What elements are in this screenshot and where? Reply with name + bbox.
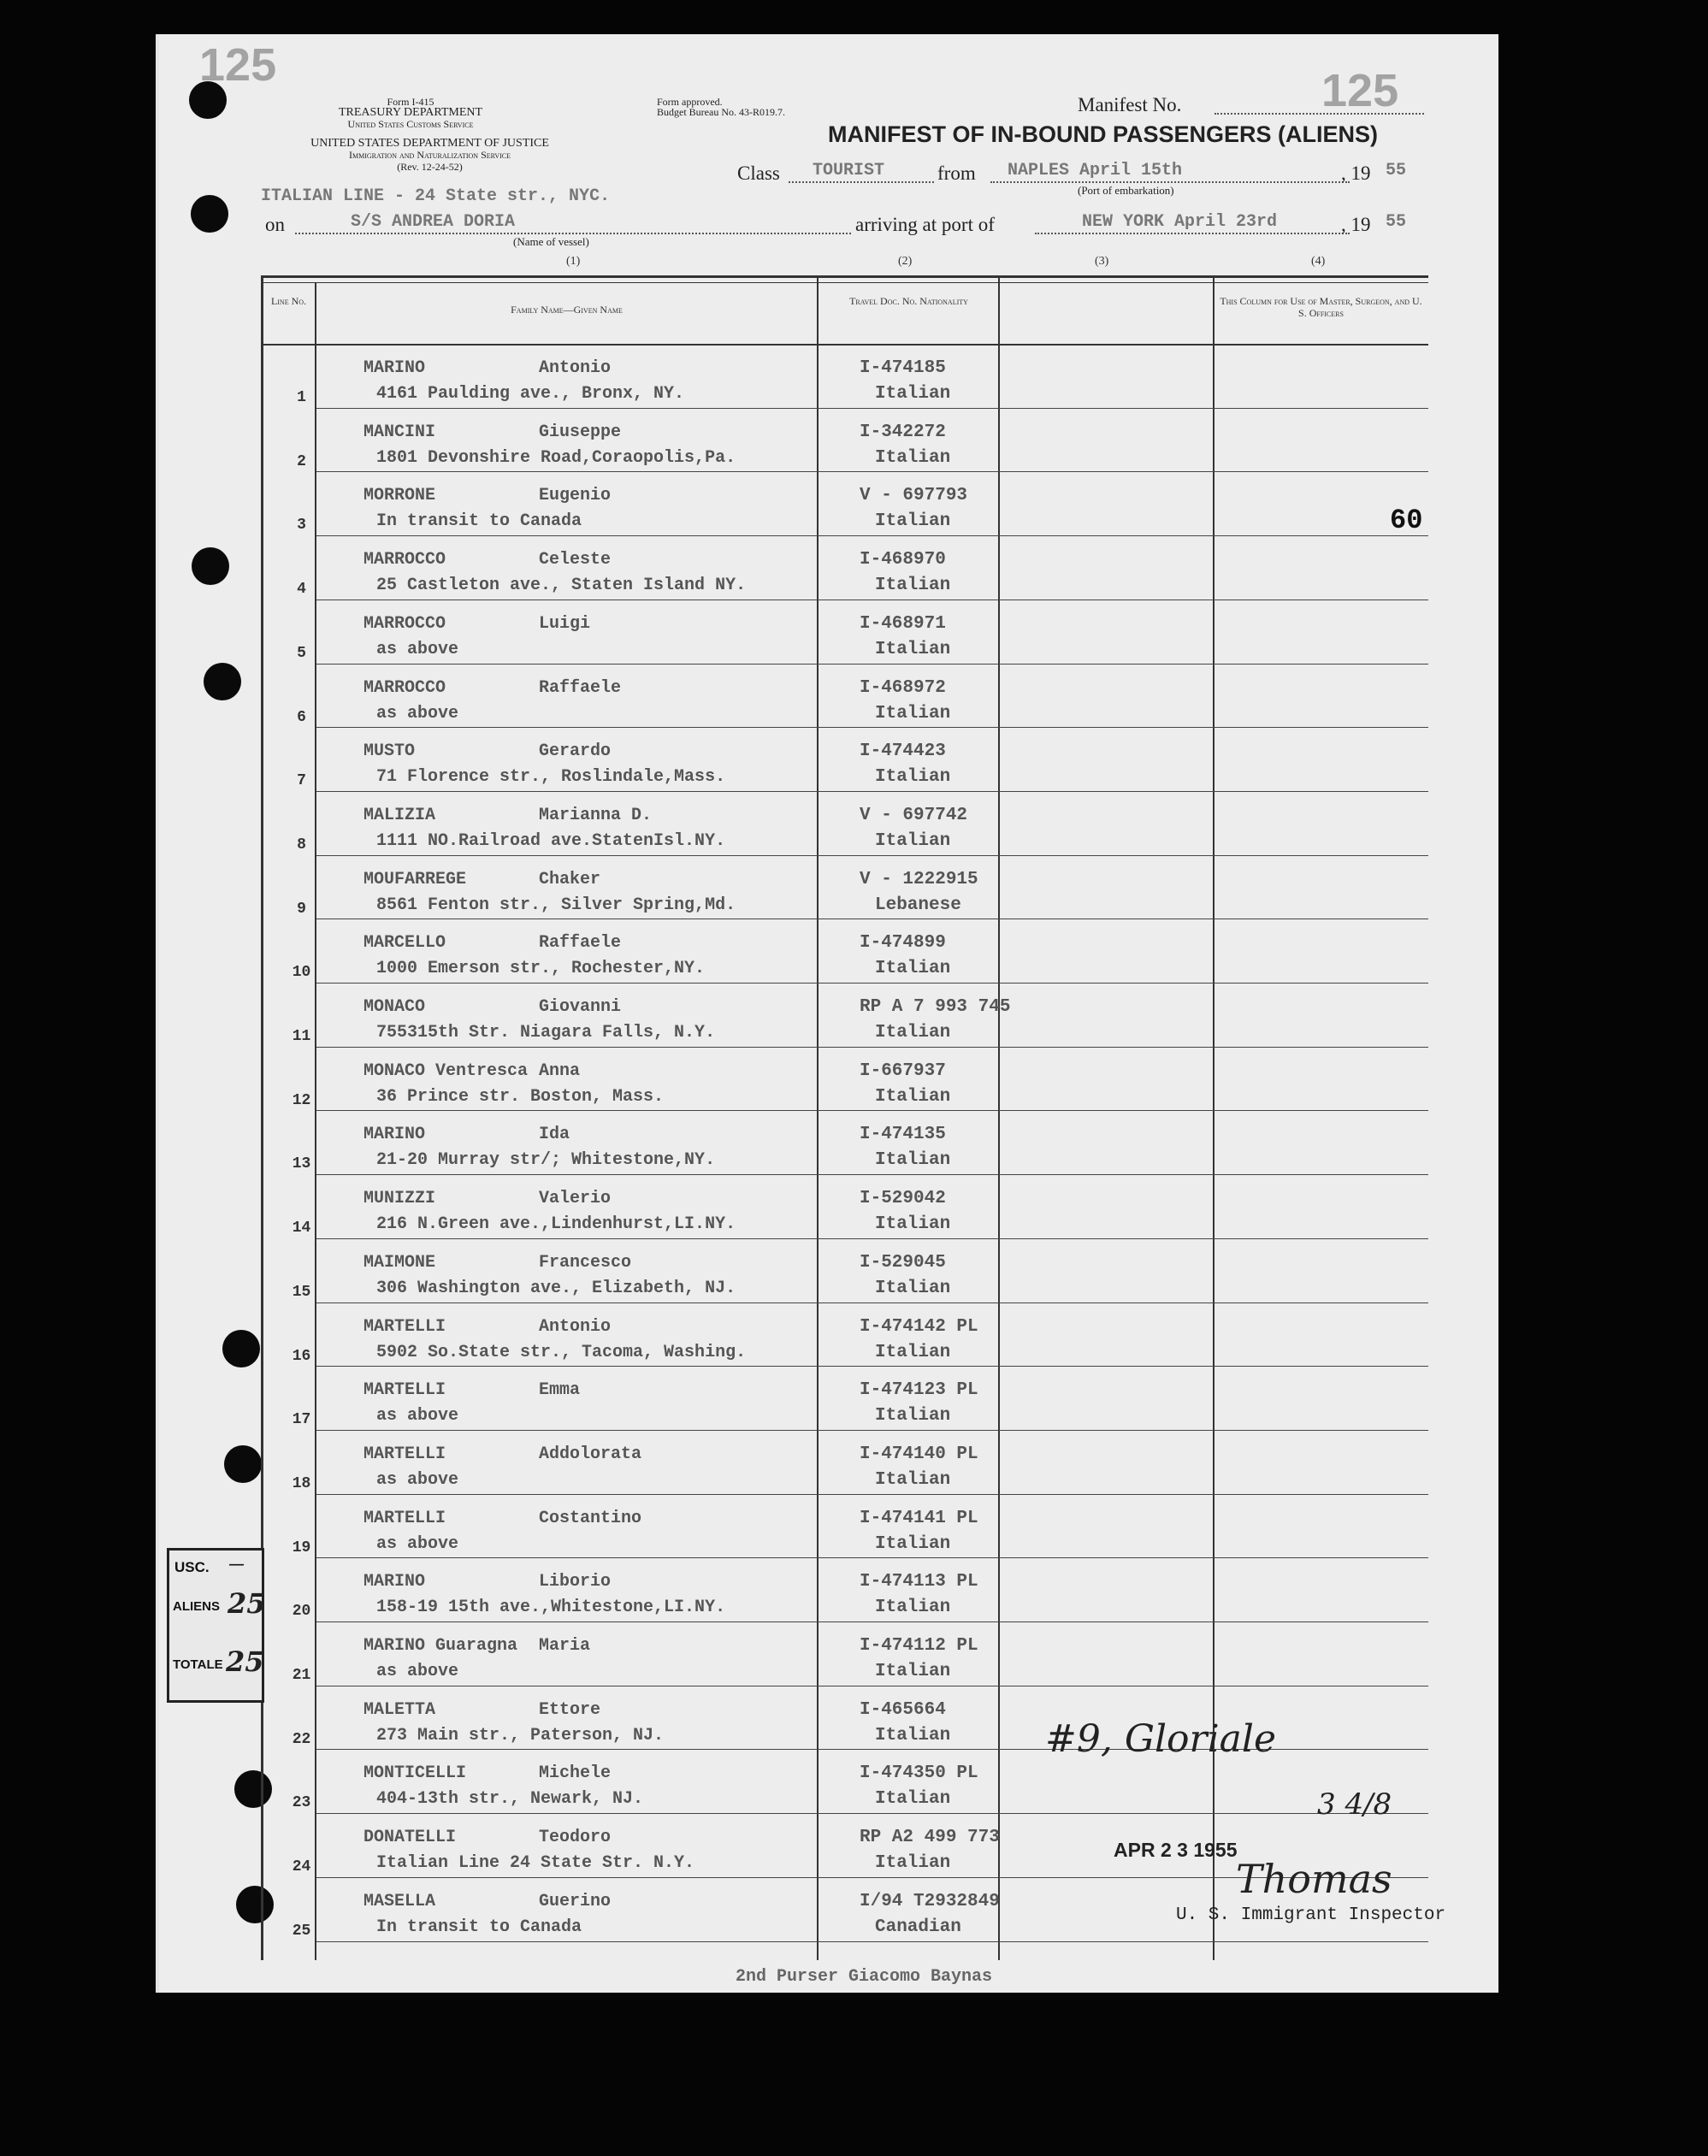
family-name: MARINO (363, 1125, 426, 1145)
from-value: NAPLES April 15th (1008, 161, 1183, 180)
inspector-signature: Thomas (1236, 1856, 1392, 1902)
address: 4161 Paulding ave., Bronx, NY. (376, 384, 685, 404)
given-name: Addolorata (539, 1444, 642, 1464)
address: 21-20 Murray str/; Whitestone,NY. (376, 1150, 716, 1171)
given-name: Eugenio (539, 486, 612, 506)
line-number: 9 (297, 900, 306, 918)
family-name: MANCINI (363, 422, 436, 442)
family-name: MONACO Ventresca (363, 1060, 529, 1081)
family-name: MALIZIA (363, 805, 436, 825)
table-row (261, 1432, 1428, 1497)
line-number: 16 (292, 1347, 311, 1365)
given-name: Costantino (539, 1508, 642, 1528)
line-number: 3 (297, 517, 306, 535)
table-row (261, 858, 1428, 922)
family-name: MORRONE (363, 486, 436, 506)
line-number: 22 (292, 1730, 311, 1748)
travel-doc-number: I-667937 (860, 1060, 946, 1081)
nationality: Italian (875, 1342, 951, 1362)
address: 755315th Str. Niagara Falls, N.Y. (376, 1023, 716, 1043)
given-name: Emma (539, 1380, 581, 1401)
total-label: TOTALE (173, 1657, 223, 1672)
row-divider (316, 1494, 1428, 1495)
on-label: on (265, 214, 285, 235)
row-divider (316, 535, 1428, 536)
row-divider (316, 1238, 1428, 1239)
nationality: Italian (875, 767, 951, 788)
address: 5902 So.State str., Tacoma, Washing. (376, 1342, 747, 1362)
address: 306 Washington ave., Elizabeth, NJ. (376, 1278, 736, 1298)
page-number-stamp-right: 125 (1321, 65, 1399, 116)
travel-doc-number: I-474899 (860, 933, 946, 954)
line-number: 24 (292, 1858, 311, 1876)
line-number: 10 (292, 964, 311, 982)
line-number: 21 (292, 1667, 311, 1684)
budget-bureau: Budget Bureau No. 43-R019.7. (657, 106, 785, 118)
travel-doc-number: I-474140 PL (860, 1444, 978, 1464)
line-number: 7 (297, 772, 306, 790)
nationality: Italian (875, 1533, 951, 1554)
nationality: Italian (875, 1789, 951, 1810)
shipping-line: ITALIAN LINE - 24 State str., NYC. (261, 186, 611, 206)
family-name: MONTICELLI (363, 1763, 467, 1784)
family-name: MUNIZZI (363, 1189, 436, 1209)
nationality: Italian (875, 830, 951, 851)
travel-doc-number: RP A 7 993 745 (860, 997, 1011, 1017)
travel-doc-number: V - 1222915 (860, 869, 978, 889)
manifest-title: MANIFEST OF IN-BOUND PASSENGERS (ALIENS) (828, 121, 1379, 147)
travel-doc-number: I-474142 PL (860, 1316, 978, 1337)
header-doc: Travel Doc. No. Nationality (849, 295, 968, 307)
address: 36 Prince str. Boston, Mass. (376, 1086, 665, 1107)
table-row (261, 729, 1428, 794)
given-name: Gerardo (539, 741, 612, 762)
family-name: DONATELLI (363, 1828, 457, 1848)
row-divider (316, 1557, 1428, 1558)
given-name: Antonio (539, 1316, 612, 1337)
row-divider (316, 855, 1428, 856)
officer-mark-60: 60 (1390, 505, 1423, 536)
from-line (990, 181, 1350, 183)
nationality: Italian (875, 959, 951, 979)
column-number-3: (3) (1095, 255, 1109, 268)
given-name: Chaker (539, 869, 601, 889)
year2-label: , 19 (1341, 214, 1371, 235)
table-top-border-inner (261, 282, 1428, 283)
line-number: 4 (297, 581, 306, 599)
travel-doc-number: I-474112 PL (860, 1636, 978, 1656)
nationality: Italian (875, 1406, 951, 1427)
family-name: MARTELLI (363, 1380, 446, 1401)
address: In transit to Canada (376, 1917, 582, 1937)
row-divider (316, 1621, 1428, 1622)
arrival-line (1035, 233, 1350, 234)
travel-doc-number: I-474423 (860, 741, 946, 762)
nationality: Italian (875, 384, 951, 404)
table-row (261, 346, 1428, 411)
family-name: MARINO (363, 1572, 426, 1592)
line-number: 19 (292, 1539, 311, 1556)
aliens-value: 25 (228, 1587, 266, 1620)
nationality: Italian (875, 576, 951, 596)
line-number: 2 (297, 452, 306, 470)
address: 404-13th str., Newark, NJ. (376, 1789, 644, 1810)
line-number: 15 (292, 1283, 311, 1301)
treasury-dept: TREASURY DEPARTMENT (338, 106, 483, 119)
nationality: Italian (875, 1853, 951, 1874)
nationality: Italian (875, 1086, 951, 1107)
address: 273 Main str., Paterson, NJ. (376, 1725, 665, 1745)
travel-doc-number: I-474123 PL (860, 1380, 978, 1401)
travel-doc-number: I-474185 (860, 358, 946, 378)
family-name: MARTELLI (363, 1316, 446, 1337)
line-number: 11 (292, 1028, 311, 1045)
given-name: Raffaele (539, 677, 622, 698)
from-label: from (937, 162, 976, 184)
table-row (261, 985, 1428, 1049)
nationality: Canadian (875, 1917, 961, 1937)
family-name: MARTELLI (363, 1508, 446, 1528)
travel-doc-number: I-468971 (860, 613, 946, 634)
table-top-border (261, 275, 1428, 278)
family-name: MUSTO (363, 741, 416, 762)
vessel-line (295, 233, 851, 234)
form-number: Form I-415 (387, 96, 434, 108)
line-number: 18 (292, 1474, 311, 1492)
table-row (261, 602, 1428, 666)
address: 71 Florence str., Roslindale,Mass. (376, 767, 726, 788)
row-divider (316, 664, 1428, 665)
address: 25 Castleton ave., Staten Island NY. (376, 576, 747, 596)
line-number: 25 (292, 1922, 311, 1940)
manifest-no-line (1215, 113, 1424, 115)
row-divider (316, 791, 1428, 792)
family-name: MARROCCO (363, 613, 446, 634)
table-row (261, 921, 1428, 985)
travel-doc-number: V - 697742 (860, 805, 968, 825)
nationality: Italian (875, 1023, 951, 1043)
year-label: , 19 (1341, 162, 1371, 184)
table-row (261, 1241, 1428, 1305)
family-name: MARCELLO (363, 933, 446, 954)
address: as above (376, 1533, 459, 1554)
table-row (261, 1368, 1428, 1432)
table-row (261, 1113, 1428, 1177)
form-approved: Form approved. (657, 96, 723, 108)
total-box (167, 1632, 264, 1703)
travel-doc-number: I-474350 PL (860, 1763, 978, 1784)
travel-doc-number: V - 697793 (860, 486, 968, 506)
punch-hole (191, 195, 228, 233)
travel-doc-number: I-529042 (860, 1189, 946, 1209)
column-number-4: (4) (1311, 255, 1326, 268)
vessel-name: S/S ANDREA DORIA (351, 212, 516, 232)
family-name: MARINO Guaragna (363, 1636, 518, 1656)
address: as above (376, 1469, 459, 1490)
line-number: 14 (292, 1220, 311, 1237)
row-divider (316, 1110, 1428, 1111)
table-row (261, 1497, 1428, 1561)
address: Italian Line 24 State Str. N.Y. (376, 1853, 695, 1874)
nationality: Italian (875, 1598, 951, 1618)
line-number: 20 (292, 1603, 311, 1621)
table-row (261, 1624, 1428, 1688)
port-embarkation-caption: (Port of embarkation) (1078, 184, 1174, 197)
header-line-no: Line No. (270, 295, 307, 307)
row-divider (316, 1813, 1428, 1814)
row-divider (316, 471, 1428, 472)
given-name: Valerio (539, 1189, 612, 1209)
header-name: Family Name—Given Name (511, 304, 623, 316)
family-name: MOUFARREGE (363, 869, 467, 889)
travel-doc-number: RP A2 499 773 (860, 1828, 1000, 1848)
table-row (261, 1751, 1428, 1816)
manifest-no-label: Manifest No. (1078, 94, 1182, 115)
nationality: Italian (875, 639, 951, 659)
given-name: Liborio (539, 1572, 612, 1592)
row-divider (316, 1047, 1428, 1048)
usc-value: — (229, 1556, 244, 1572)
column-number-1: (1) (566, 255, 581, 268)
travel-doc-number: I-529045 (860, 1252, 946, 1273)
travel-doc-number: I-468972 (860, 677, 946, 698)
row-divider (316, 1366, 1428, 1367)
nationality: Italian (875, 1150, 951, 1171)
column-number-2: (2) (898, 255, 913, 268)
family-name: MARTELLI (363, 1444, 446, 1464)
given-name: Francesco (539, 1252, 632, 1273)
aliens-label: ALIENS (173, 1599, 221, 1614)
given-name: Michele (539, 1763, 612, 1784)
row-divider (316, 1941, 1428, 1942)
punch-hole (222, 1330, 260, 1367)
table-row (261, 666, 1428, 730)
address: 158-19 15th ave.,Whitestone,LI.NY. (376, 1598, 726, 1618)
class-label: Class (737, 162, 780, 184)
row-divider (316, 727, 1428, 728)
class-line (789, 181, 934, 183)
family-name: MAIMONE (363, 1252, 436, 1273)
justice-dept: UNITED STATES DEPARTMENT OF JUSTICE (310, 137, 549, 150)
travel-doc-number: I-468970 (860, 550, 946, 570)
travel-doc-number: I-342272 (860, 422, 946, 442)
travel-doc-number: I-465664 (860, 1699, 946, 1720)
inspector-title: U. S. Immigrant Inspector (1176, 1905, 1446, 1925)
nationality: Italian (875, 1662, 951, 1681)
family-name: MARINO (363, 358, 426, 378)
line-number: 12 (292, 1091, 311, 1109)
given-name: Luigi (539, 613, 591, 634)
nationality: Italian (875, 1278, 951, 1298)
row-divider (316, 1174, 1428, 1175)
row-divider (316, 1430, 1428, 1431)
table-row (261, 1560, 1428, 1624)
given-name: Teodoro (539, 1828, 612, 1848)
given-name: Marianna D. (539, 805, 653, 825)
given-name: Giuseppe (539, 422, 622, 442)
given-name: Ida (539, 1125, 570, 1145)
year-value: 55 (1386, 161, 1407, 180)
table-row (261, 1305, 1428, 1369)
line-number: 5 (297, 644, 306, 662)
nationality: Italian (875, 1469, 951, 1490)
line-number: 17 (292, 1411, 311, 1429)
address: as above (376, 1662, 459, 1681)
given-name: Celeste (539, 550, 612, 570)
nationality: Italian (875, 1214, 951, 1235)
total-value: 25 (226, 1645, 264, 1678)
header-officer-use: This Column for Use of Master, Surgeon, and U. S. Officers (1220, 295, 1422, 319)
table-row (261, 411, 1428, 475)
line-number: 1 (297, 389, 306, 406)
class-value: TOURIST (813, 161, 885, 180)
revision-date: (Rev. 12-24-52) (397, 161, 463, 173)
table-row (261, 1177, 1428, 1241)
given-name: Raffaele (539, 933, 622, 954)
address: 216 N.Green ave.,Lindenhurst,LI.NY. (376, 1214, 736, 1235)
given-name: Ettore (539, 1699, 601, 1720)
address: 1801 Devonshire Road,Coraopolis,Pa. (376, 447, 736, 468)
given-name: Guerino (539, 1891, 612, 1911)
given-name: Anna (539, 1060, 581, 1081)
address: as above (376, 1406, 459, 1427)
family-name: MALETTA (363, 1699, 436, 1720)
line-number: 6 (297, 708, 306, 726)
arrival-value: NEW YORK April 23rd (1082, 212, 1278, 232)
address: 8561 Fenton str., Silver Spring,Md. (376, 895, 736, 915)
travel-doc-number: I-474113 PL (860, 1572, 978, 1592)
family-name: MARROCCO (363, 677, 446, 698)
family-name: MARROCCO (363, 550, 446, 570)
nationality: Lebanese (875, 895, 961, 915)
address: 1111 NO.Railroad ave.StatenIsl.NY. (376, 830, 726, 851)
usc-label: USC. (174, 1559, 210, 1575)
family-name: MONACO (363, 997, 426, 1017)
family-name: MASELLA (363, 1891, 436, 1911)
line-number: 13 (292, 1155, 311, 1173)
row-divider (316, 408, 1428, 409)
vessel-caption: (Name of vessel) (513, 235, 589, 248)
usc-box (167, 1548, 264, 1589)
purser-name: 2nd Purser Giacomo Baynas (736, 1967, 993, 1987)
table-row (261, 538, 1428, 602)
travel-doc-number: I-474135 (860, 1125, 946, 1145)
page-number-stamp-left: 125 (199, 39, 277, 91)
line-number: 8 (297, 836, 306, 854)
given-name: Antonio (539, 358, 612, 378)
address: In transit to Canada (376, 511, 582, 532)
address: as above (376, 703, 459, 724)
table-row (261, 1049, 1428, 1113)
punch-hole (224, 1445, 262, 1483)
ins-service: Immigration and Naturalization Service (348, 149, 511, 161)
travel-doc-number: I-474141 PL (860, 1508, 978, 1528)
punch-hole (204, 663, 241, 700)
address: as above (376, 639, 459, 659)
year2-value: 55 (1386, 212, 1407, 232)
row-divider (316, 1302, 1428, 1303)
nationality: Italian (875, 511, 951, 532)
date-stamp: APR 2 3 1955 (1114, 1839, 1238, 1861)
punch-hole (192, 547, 229, 585)
arriving-label: arriving at port of (855, 214, 995, 235)
line-number: 23 (292, 1794, 311, 1812)
handwritten-note: #9, Gloriale (1045, 1717, 1276, 1761)
handwritten-fraction: 3 4/8 (1317, 1787, 1392, 1822)
given-name: Maria (539, 1636, 591, 1656)
header-bottom-border (261, 344, 1428, 346)
travel-doc-number: I/94 T2932849 (860, 1891, 1000, 1911)
aliens-box (167, 1584, 264, 1634)
customs-service: United States Customs Service (347, 118, 474, 130)
given-name: Giovanni (539, 997, 622, 1017)
address: 1000 Emerson str., Rochester,NY. (376, 959, 706, 979)
table-row (261, 794, 1428, 858)
nationality: Italian (875, 1725, 951, 1745)
table-row (261, 474, 1428, 538)
nationality: Italian (875, 447, 951, 468)
nationality: Italian (875, 703, 951, 724)
